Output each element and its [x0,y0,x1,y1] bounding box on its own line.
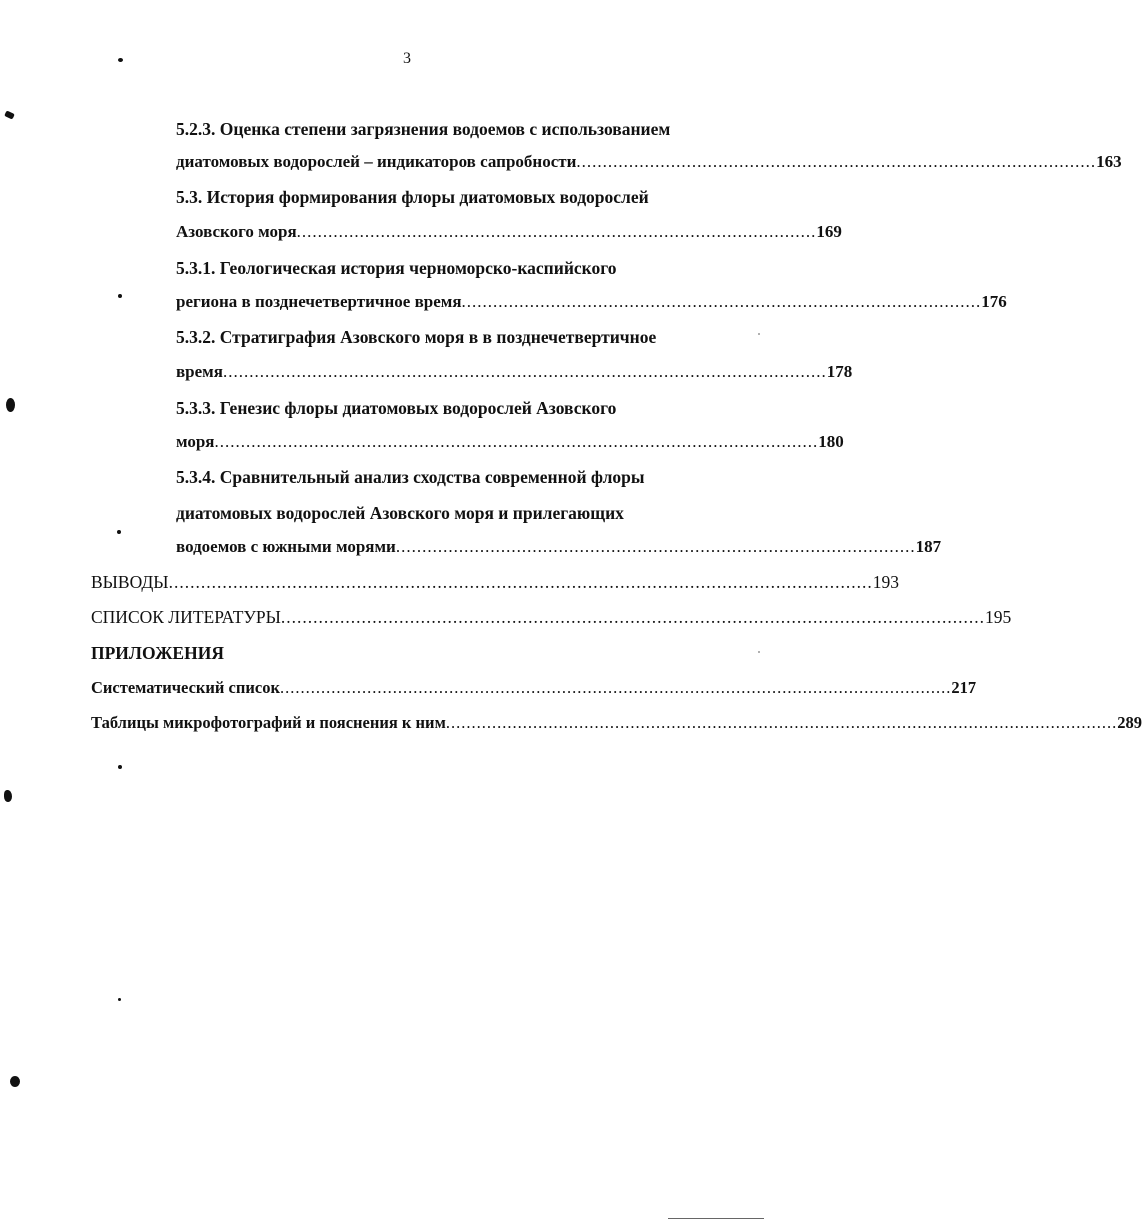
toc-entry-title: Таблицы микрофотографий и пояснения к ним [91,713,446,732]
toc-entry-title: региона в позднечетвертичное время [176,292,462,311]
bottom-rule [668,1218,764,1219]
leader-dots: ................................................................................................................................... [280,607,985,627]
toc-entry-title: время [176,362,223,381]
leader-dots: ................................................................................................... [576,152,1097,171]
toc-page-number: 289 [1117,713,1142,732]
scan-speck [758,651,760,653]
toc-entry-5-3-2-line1: 5.3.2. Стратиграфия Азовского моря в в позднечетвертичное [176,327,657,347]
toc-entry-vyvody [91,572,899,592]
toc-page-number: 180 [818,432,844,451]
leader-dots: ................................................................................................... [461,292,982,311]
toc-page-number: 163 [1096,152,1122,171]
scan-speck [758,333,760,335]
toc-entry-5-3-line1: 5.3. История формирования флоры диатомовых водорослей [176,187,649,207]
scan-speck [117,530,121,534]
toc-entry-5-3-4-line3 [176,537,942,557]
leader-dots: ................................................................................................... [395,537,916,556]
toc-entry-title: диатомовых водорослей – индикаторов сапробности [176,152,577,171]
appendix-heading: ПРИЛОЖЕНИЯ [91,643,224,663]
leader-dots: ................................................................................................................... [222,362,827,381]
leader-dots: ................................................................................................................................... [168,572,873,592]
toc-page-number: 195 [985,607,1012,627]
leader-dots: ................................................................................................................... [214,432,819,451]
scan-speck [118,998,121,1001]
toc-entry-5-2-3-line1: 5.2.3. Оценка степени загрязнения водоемов с использованием [176,119,671,139]
toc-entry-title: водоемов с южными морями [176,537,396,556]
toc-page-number: 217 [951,678,977,697]
toc-entry-title: Азовского моря [176,222,297,241]
scan-speck [6,398,15,412]
scan-speck [118,765,122,769]
toc-entry-5-3-1-line1: 5.3.1. Геологическая история черноморско-каспийского [176,258,617,278]
page-number: 3 [403,50,411,67]
toc-page-number: 176 [981,292,1007,311]
leader-dots: ................................................................................................................................... [279,678,952,697]
toc-entry-5-2-3-line2 [176,152,1122,172]
toc-entry-5-3-4-line1: 5.3.4. Сравнительный анализ сходства современной флоры [176,467,645,487]
scan-speck [4,110,15,119]
toc-entry-tables [91,713,1142,733]
toc-entry-5-3-3-line1: 5.3.3. Генезис флоры диатомовых водорослей Азовского [176,398,617,418]
toc-entry-title: ВЫВОДЫ [91,572,169,592]
scan-speck [4,790,12,802]
toc-page-number: 187 [915,537,942,556]
toc-entry-5-3-3-line2 [176,432,844,452]
toc-entry-title: СПИСОК ЛИТЕРАТУРЫ [91,607,281,627]
scan-speck [10,1076,20,1087]
toc-entry-5-3-1-line2 [176,292,1007,312]
toc-entry-systematic [91,678,977,698]
toc-entry-spisok [91,607,1012,627]
scan-speck [118,294,122,298]
toc-entry-5-3-2-line2 [176,362,853,382]
leader-dots: ................................................................................................... [296,222,817,241]
toc-entry-title: моря [176,432,215,451]
scan-speck [118,58,123,62]
leader-dots: ................................................................................................................................... [445,713,1118,732]
toc-page-number: 169 [816,222,842,241]
toc-entry-5-3-4-line2: диатомовых водорослей Азовского моря и прилегающих [176,503,624,523]
toc-page-number: 178 [826,362,853,381]
toc-entry-5-3-line2 [176,222,842,242]
toc-page-number: 193 [872,572,899,592]
toc-entry-title: Систематический список [91,678,280,697]
